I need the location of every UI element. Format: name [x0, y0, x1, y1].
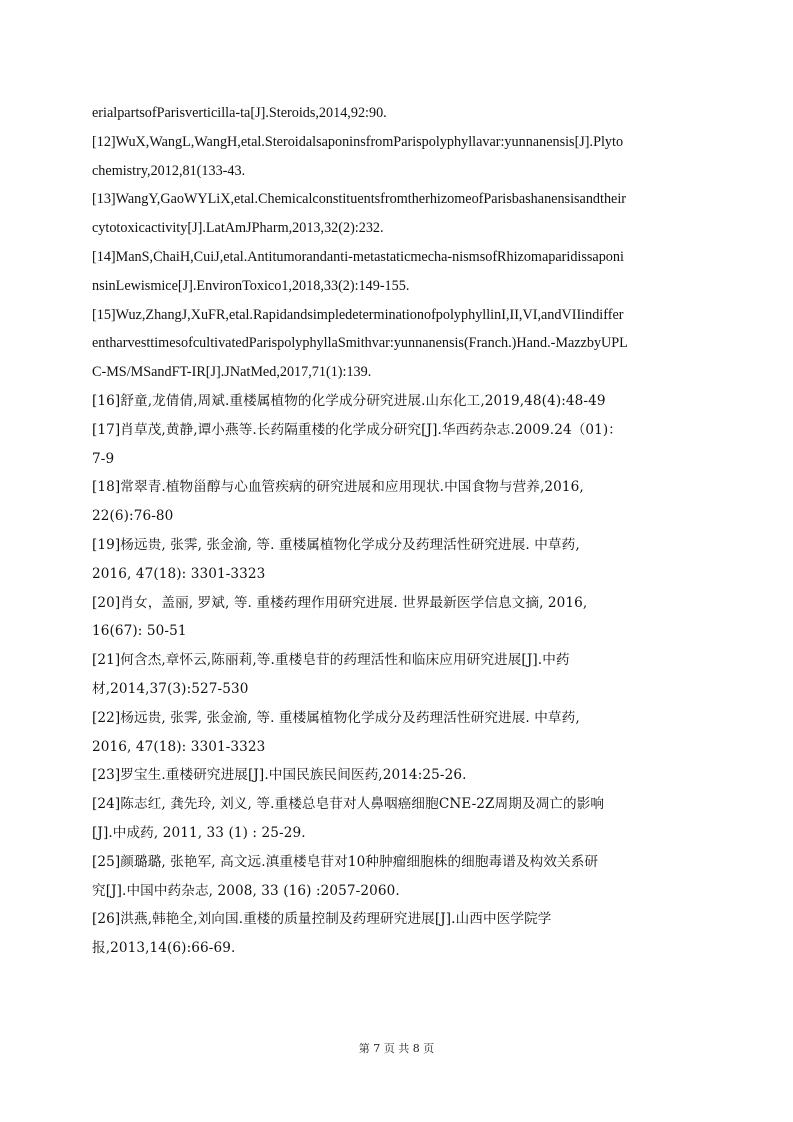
reference-line: [14]ManS,ChaiH,CuiJ,etal.Antitumorandanti-metastaticmecha-nismsofRhizomaparidissaponi [92, 248, 624, 265]
reference-line: [16]舒童,龙倩倩,周斌.重楼属植物的化学成分研究进展.山东化工,2019,48(4):48-49 [92, 392, 606, 409]
reference-line: [21]何含杰,章怀云,陈丽莉,等.重楼皂苷的药理活性和临床应用研究进展[J].中药 [92, 652, 570, 669]
reference-line: [17]肖草茂,黄静,谭小燕等.长药隔重楼的化学成分研究[J].华西药杂志.2009.24（01)： [92, 421, 623, 438]
reference-line: nsinLewismice[J].EnvironToxico1,2018,33(2):149-155. [92, 277, 410, 294]
reference-line: 22(6):76-80 [92, 508, 174, 525]
reference-line: [23]罗宝生.重楼研究进展[J].中国民族民间医药,2014:25-26. [92, 767, 467, 784]
reference-line: [15]Wuz,ZhangJ,XuFR,etal.RapidandsimpledeterminationofpolyphyllinI,II,VI,andVIIindiffer [92, 306, 624, 323]
reference-line: [22]杨远贵, 张霁, 张金渝, 等. 重楼属植物化学成分及药理活性研究进展. 中草药, [92, 709, 580, 726]
reference-line: [26]洪燕,韩艳全,刘向国.重楼的质量控制及药理研究进展[J].山西中医学院学 [92, 911, 552, 928]
reference-line: 报,2013,14(6):66-69. [92, 940, 236, 957]
page-footer [0, 1040, 793, 1056]
reference-line: entharvesttimesofcultivatedParispolyphyllaSmithvar:yunnanensis(Franch.)Hand.-MazzbyUPL [92, 335, 628, 352]
reference-line: erialpartsofParisverticilla-ta[J].Steroids,2014,92:90. [92, 105, 387, 121]
reference-line: 究[J].中国中药杂志, 2008, 33 (16) :2057-2060. [92, 882, 400, 899]
reference-line: 2016, 47(18): 3301-3323 [92, 565, 266, 582]
reference-line: [19]杨远贵, 张霁, 张金渝, 等. 重楼属植物化学成分及药理活性研究进展. 中草药, [92, 536, 580, 553]
reference-line: [13]WangY,GaoWYLiX,etal.ChemicalconstituentsfromtherhizomeofParisbashanensisandtheir [92, 191, 627, 208]
reference-line: 材,2014,37(3):527-530 [92, 680, 249, 697]
reference-line: [25]颜璐璐, 张艳军, 高文远.滇重楼皂苷对10种肿瘤细胞株的细胞毒谱及构效关系研 [92, 853, 599, 870]
reference-line: C-MS/MSandFT-IR[J].JNatMed,2017,71(1):139. [92, 364, 372, 381]
reference-line: chemistry,2012,81(133-43. [92, 162, 246, 179]
reference-line: [18]常翠青.植物甾醇与心血管疾病的研究进展和应用现状.中国食物与营养,2016, [92, 479, 584, 496]
reference-line: cytotoxicactivity[J].LatAmJPharm,2013,32(2):232. [92, 220, 384, 237]
reference-line: [24]陈志红, 龚先玲, 刘义, 等.重楼总皂苷对人鼻咽癌细胞CNE-2Z周期及凋亡的影响 [92, 796, 605, 813]
reference-line: 7-9 [92, 450, 115, 467]
page-number-text: 第 7 页 共 8 页 [358, 1042, 435, 1055]
reference-list [92, 99, 704, 963]
reference-line: [J].中成药, 2011, 33 (1) : 25-29. [92, 824, 306, 841]
reference-line: 2016, 47(18): 3301-3323 [92, 738, 266, 755]
reference-line: [12]WuX,WangL,WangH,etal.SteroidalsaponinsfromParispolyphyllavar:yunnanensis[J].Plyto [92, 133, 624, 150]
reference-line: [20]肖女，盖丽, 罗斌, 等. 重楼药理作用研究进展. 世界最新医学信息文摘, 2016, [92, 594, 588, 611]
reference-line: 16(67): 50-51 [92, 623, 187, 640]
